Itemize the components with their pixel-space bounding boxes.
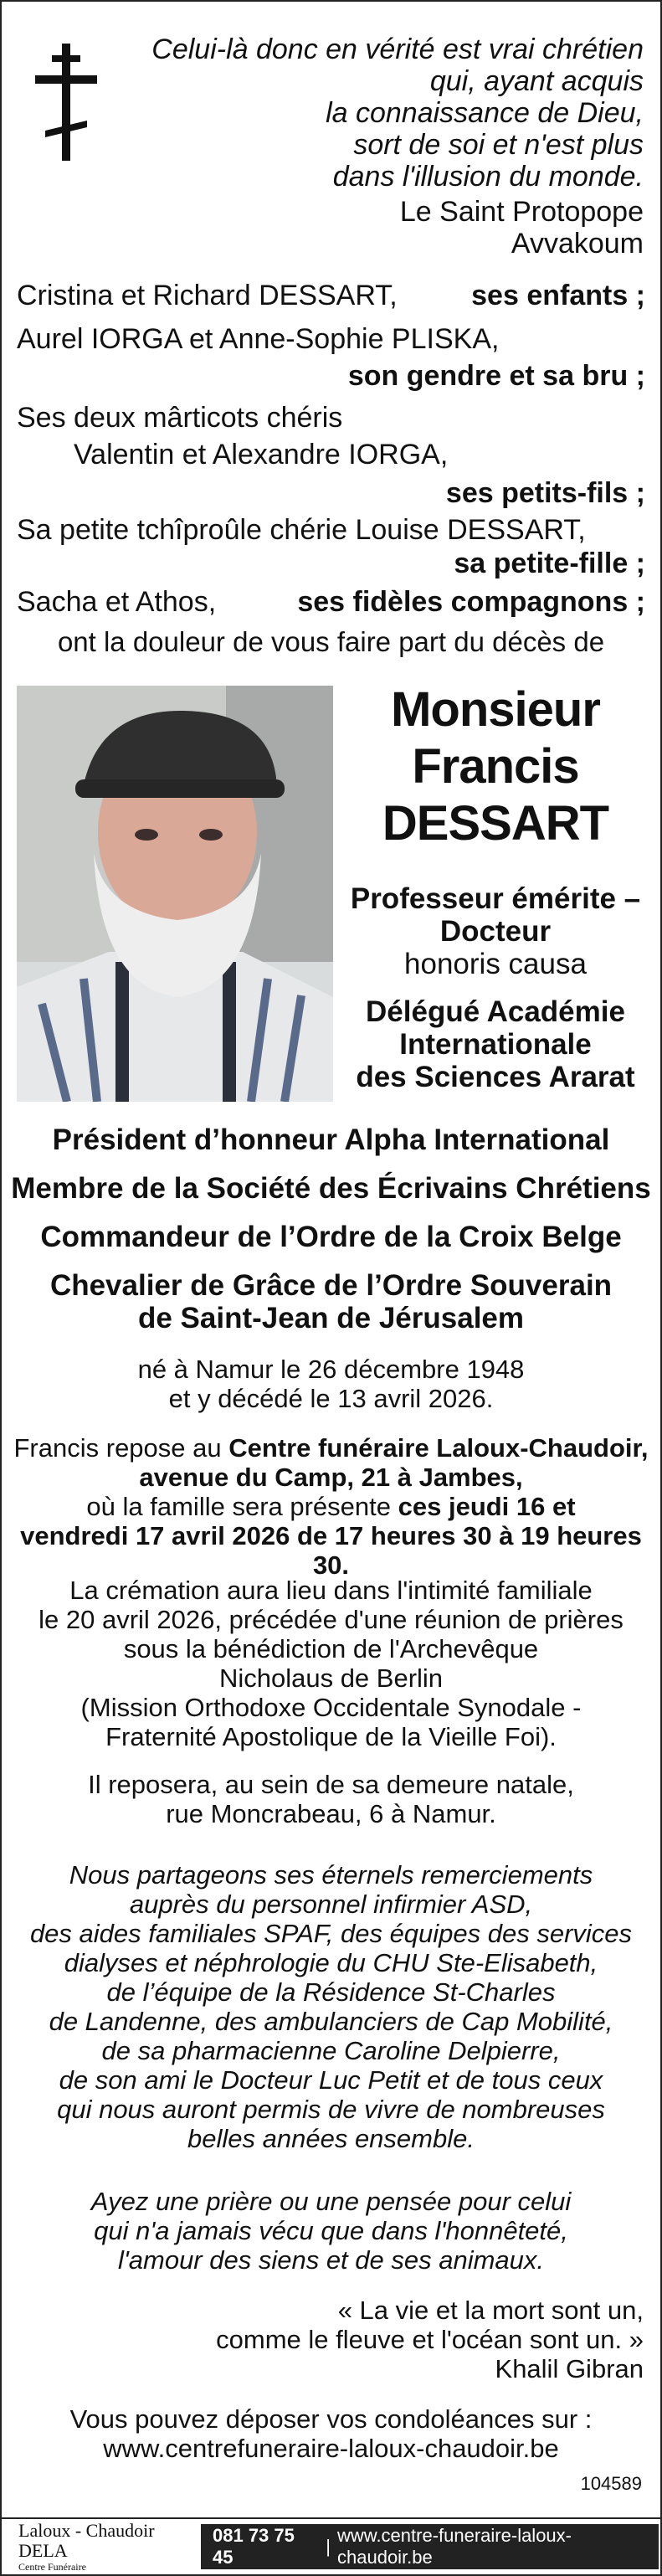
footer [2, 2517, 660, 2574]
title-line: Docteur [439, 915, 552, 948]
title-line: Membre de la Société des Écrivains Chrétiens [11, 1172, 651, 1205]
reference-number: 104589 [580, 2473, 642, 2494]
resting-place-info: Il reposera, au sein de sa demeure natale, rue Moncrabeau, 6 à Namur. [88, 1770, 574, 1828]
family-names: Ses deux mârticots chéris [17, 402, 343, 434]
quote-line: la connaissance de Dieu, [326, 97, 644, 129]
title-line: Délégué Académie [366, 995, 625, 1028]
titles-beside-photo [341, 882, 650, 1093]
announcement-intro: ont la douleur de vous faire part du décès de [57, 626, 605, 657]
opening-quote [125, 33, 644, 193]
funeral-home-logo: Laloux - Chaudoir DELA Centre Funéraire [18, 2520, 155, 2573]
titles-full-width [2, 1123, 660, 1334]
deceased-name [341, 681, 650, 852]
family-role: ses petits-fils ; [445, 477, 645, 509]
family-names: Aurel IORGA et Anne-Sophie PLISKA, [17, 323, 500, 355]
family-role: son gendre et sa bru ; [347, 360, 645, 392]
family-role: ses fidèles compagnons ; [297, 586, 645, 618]
quote-line: sort de soi et n'est plus [353, 129, 644, 161]
quote-line: Celui-là donc en vérité est vrai chrétien [151, 33, 644, 65]
prayer-request: Ayez une prière ou une pensée pour celui qui n'a jamais vécu que dans l'honnêteté, l'amour des siens et de ses animaux. [90, 2187, 572, 2275]
closing-quote: « La vie et la mort sont un, comme le fleuve et l'océan sont un. » Khalil Gibran [216, 2296, 644, 2383]
visitation-info: Francis repose au Centre funéraire Laloux-Chaudoir, avenue du Camp, 21 à Jambes, où la famille sera présente ces jeudi 16 et vendredi 17 avril 2026 de 17 heures 30 à 19 heures 30. [13, 1433, 649, 1580]
acknowledgements: Nous partageons ses éternels remerciements auprès du personnel infirmier ASD, des aides familiales SPAF, des équipes des services dialyses et néphrologie du CHU Ste-Elisabeth, de l’équipe de la Résidence St-Charles de Landenne, des ambulanciers de Cap Mobilité, de sa pharmacienne Caroline Delpierre, de son ami le Docteur Luc Petit et de tous ceux qui nous auront permis de vivre de nombreuses belles années ensemble. [29, 1860, 633, 2153]
quote-author: Le Saint Protopope Avvakoum [399, 196, 644, 260]
title-line: Professeur émérite – [350, 882, 641, 915]
title-line: Commandeur de l’Ordre de la Croix Belge [40, 1221, 622, 1253]
condolences-link[interactable]: www.centrefuneraire-laloux-chaudoir.be [103, 2434, 559, 2463]
deceased-last-name: DESSART [382, 796, 609, 851]
orthodox-cross-icon [28, 44, 104, 161]
title-line: honoris causa [404, 948, 587, 980]
family-names: Cristina et Richard DESSART, [17, 280, 398, 311]
family-names: Sacha et Athos, [17, 586, 217, 618]
deceased-civility: Monsieur [391, 682, 600, 737]
birth-death-info: né à Namur le 26 décembre 1948 et y décédé le 13 avril 2026. [137, 1355, 525, 1413]
family-role: sa petite-fille ; [454, 548, 645, 579]
footer-website-link[interactable]: www.centre-funeraire-laloux-chaudoir.be [337, 2525, 572, 2568]
deceased-first-name: Francis [412, 739, 579, 794]
quote-line: dans l'illusion du monde. [332, 161, 644, 193]
deceased-portrait [17, 686, 333, 1102]
condolences-info: Vous pouvez déposer vos condoléances sur : www.centrefuneraire-laloux-chaudoir.be [2, 2404, 660, 2463]
family-names: Sa petite tchîproûle chérie Louise DESSART, [17, 514, 586, 546]
title-line: Internationale [399, 1028, 592, 1061]
family-role: ses enfants ; [471, 280, 645, 311]
footer-phone[interactable]: 081 73 75 45 [213, 2525, 295, 2568]
footer-contact-bar [201, 2524, 659, 2569]
title-line: de Saint-Jean de Jérusalem [137, 1302, 525, 1334]
quote-line: qui, ayant acquis [429, 65, 644, 97]
family-names: Valentin et Alexandre IORGA, [74, 439, 449, 470]
cremation-info: La crémation aura lieu dans l'intimité familiale le 20 avril 2026, précédée d'une réunion de prières sous la bénédiction de l'Archevêque Nicholaus de Berlin (Mission Orthodoxe Occidentale Synodale - Fraternité Apostolique de la Vieille Foi). [38, 1576, 624, 1751]
title-line: Président d’honneur Alpha International [52, 1123, 610, 1156]
closing-quote-author: Khalil Gibran [495, 2354, 644, 2383]
title-line: des Sciences Ararat [356, 1061, 635, 1093]
footer-separator: | [326, 2536, 331, 2557]
title-line: Chevalier de Grâce de l’Ordre Souverain [49, 1269, 613, 1302]
